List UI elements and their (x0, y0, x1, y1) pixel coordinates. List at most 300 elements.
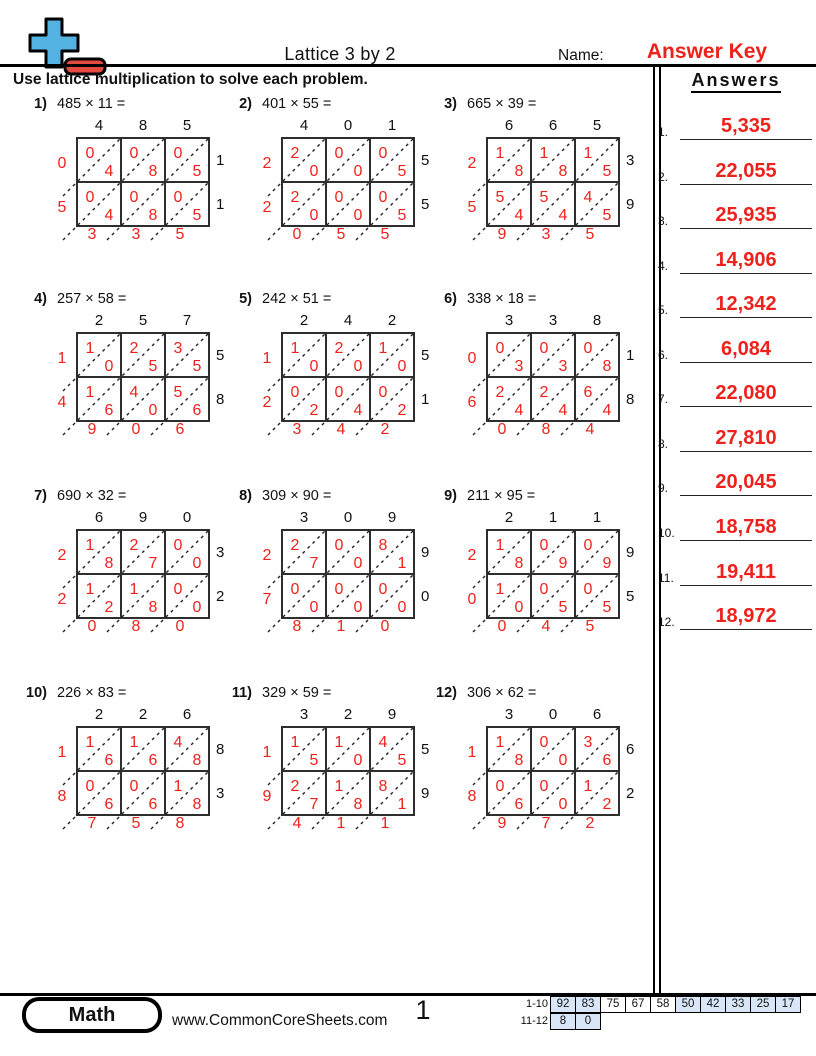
bottom-digit: 8 (541, 421, 551, 438)
cell-units-digit: 9 (558, 555, 568, 572)
top-digit: 6 (94, 509, 104, 526)
answer-value: 14,906 (680, 249, 812, 274)
cell-units-digit: 4 (104, 163, 114, 180)
score-cell: 25 (750, 996, 776, 1013)
top-digit: 9 (387, 706, 397, 723)
right-digit: 5 (421, 347, 430, 364)
diagonal-line (309, 333, 414, 435)
bottom-digit: 9 (497, 226, 507, 243)
cell-tens-digit: 0 (583, 537, 593, 554)
bottom-digit: 1 (336, 815, 346, 832)
bottom-digit: 5 (336, 226, 346, 243)
cell-tens-digit: 0 (583, 340, 593, 357)
score-table (512, 996, 801, 1030)
cell-tens-digit: 1 (85, 340, 95, 357)
top-digit: 6 (504, 117, 514, 134)
left-digit: 9 (262, 788, 272, 805)
score-cell: 50 (675, 996, 701, 1013)
cell-tens-digit: 0 (129, 778, 139, 795)
answer-key-label: Answer Key (646, 40, 768, 63)
score-cell: 17 (775, 996, 801, 1013)
top-digit: 0 (343, 509, 353, 526)
cell-units-digit: 4 (514, 207, 524, 224)
cell-units-digit: 6 (602, 752, 612, 769)
left-digit: 0 (57, 155, 67, 172)
cell-tens-digit: 1 (334, 734, 344, 751)
cell-tens-digit: 1 (129, 581, 139, 598)
problem-header (226, 96, 436, 116)
score-row (512, 1013, 801, 1030)
bottom-digit: 6 (175, 421, 185, 438)
answer-item (658, 469, 814, 496)
answer-value: 18,972 (680, 605, 812, 630)
cell-units-digit: 4 (514, 402, 524, 419)
bottom-digit: 4 (292, 815, 302, 832)
diagonal-line (63, 727, 165, 829)
cell-tens-digit: 2 (334, 340, 344, 357)
diagonal-line (309, 530, 414, 632)
cell-tens-digit: 0 (495, 778, 505, 795)
cell-tens-digit: 4 (378, 734, 388, 751)
cell-units-digit: 0 (353, 163, 363, 180)
bottom-digit: 0 (497, 421, 507, 438)
cell-units-digit: 0 (353, 358, 363, 375)
cell-tens-digit: 1 (129, 734, 139, 751)
top-digit: 1 (592, 509, 602, 526)
problem-equation: 309 × 90 = (262, 488, 332, 504)
cell-tens-digit: 0 (129, 189, 139, 206)
score-cell: 8 (550, 1013, 576, 1030)
cell-units-digit: 5 (397, 207, 407, 224)
top-digit: 5 (138, 312, 148, 329)
right-digit: 5 (216, 347, 225, 364)
cell-tens-digit: 2 (129, 537, 139, 554)
cell-units-digit: 6 (148, 752, 158, 769)
cell-units-digit: 1 (397, 555, 407, 572)
left-digit: 1 (57, 350, 67, 367)
name-label: Name: (558, 47, 604, 64)
answer-value: 6,084 (680, 338, 812, 363)
cell-tens-digit: 0 (85, 189, 95, 206)
answer-item (658, 291, 814, 318)
cell-units-digit: 5 (192, 207, 202, 224)
diagonal-line (473, 333, 575, 435)
cell-tens-digit: 1 (173, 778, 183, 795)
answer-number: 6. (658, 347, 669, 362)
cell-units-digit: 6 (514, 796, 524, 813)
page-title: Lattice 3 by 2 (284, 44, 396, 64)
cell-tens-digit: 1 (85, 537, 95, 554)
cell-units-digit: 5 (558, 599, 568, 616)
diagonal-line (473, 727, 575, 829)
cell-units-digit: 5 (397, 163, 407, 180)
top-digit: 0 (343, 117, 353, 134)
cell-tens-digit: 0 (334, 581, 344, 598)
cell-tens-digit: 3 (583, 734, 593, 751)
cell-units-digit: 4 (558, 402, 568, 419)
answer-number: 3. (658, 214, 669, 229)
cell-units-digit: 5 (602, 599, 612, 616)
cell-tens-digit: 2 (290, 537, 300, 554)
cell-tens-digit: 0 (539, 734, 549, 751)
bottom-digit: 8 (131, 618, 141, 635)
cell-tens-digit: 5 (539, 189, 549, 206)
instruction-text: Use lattice multiplication to solve each problem. (13, 71, 368, 88)
bottom-digit: 9 (87, 421, 97, 438)
problem-block (431, 685, 641, 839)
cell-units-digit: 2 (602, 796, 612, 813)
problem-block (21, 488, 231, 642)
right-digit: 3 (216, 544, 225, 561)
cell-units-digit: 4 (602, 402, 612, 419)
cell-units-digit: 0 (558, 796, 568, 813)
right-digit: 9 (421, 544, 430, 561)
cell-units-digit: 5 (309, 752, 319, 769)
right-digit: 9 (626, 544, 635, 561)
top-digit: 9 (387, 509, 397, 526)
right-digit: 1 (626, 347, 635, 364)
diagonal-line (268, 530, 370, 632)
cell-units-digit: 8 (104, 555, 114, 572)
answer-item (658, 514, 814, 541)
cell-units-digit: 8 (148, 207, 158, 224)
top-digit: 0 (182, 509, 192, 526)
bottom-digit: 7 (87, 815, 97, 832)
cell-units-digit: 3 (514, 358, 524, 375)
left-digit: 0 (467, 591, 477, 608)
top-digit: 2 (343, 706, 353, 723)
cell-tens-digit: 0 (173, 537, 183, 554)
top-digit: 0 (548, 706, 558, 723)
score-cell: 33 (725, 996, 751, 1013)
cell-units-digit: 4 (558, 207, 568, 224)
diagonal-line (104, 333, 209, 435)
right-digit: 9 (421, 785, 430, 802)
top-digit: 6 (548, 117, 558, 134)
left-digit: 5 (57, 199, 67, 216)
problem-equation: 401 × 55 = (262, 96, 332, 112)
left-digit: 1 (262, 744, 272, 761)
right-digit: 9 (626, 196, 635, 213)
problem-number: 12) (436, 685, 457, 701)
cell-tens-digit: 0 (495, 340, 505, 357)
cell-tens-digit: 1 (583, 778, 593, 795)
right-digit: 1 (216, 152, 225, 169)
bottom-digit: 2 (585, 815, 595, 832)
top-digit: 6 (182, 706, 192, 723)
problem-equation: 211 × 95 = (467, 488, 536, 504)
problem-equation: 306 × 62 = (467, 685, 537, 701)
lattice-svg (27, 311, 227, 445)
cell-units-digit: 2 (397, 402, 407, 419)
cell-units-digit: 3 (558, 358, 568, 375)
answer-number: 7. (658, 392, 669, 407)
cell-tens-digit: 0 (173, 189, 183, 206)
cell-tens-digit: 0 (129, 145, 139, 162)
answers-title: Answers (656, 70, 816, 91)
lattice-svg (437, 116, 637, 250)
problem-equation: 690 × 32 = (57, 488, 127, 504)
top-digit: 9 (138, 509, 148, 526)
problem-number: 11) (231, 685, 252, 701)
cell-units-digit: 8 (192, 752, 202, 769)
answer-number: 12. (658, 615, 675, 630)
cell-units-digit: 0 (309, 207, 319, 224)
bottom-digit: 1 (336, 618, 346, 635)
answer-number: 11. (658, 570, 674, 585)
left-digit: 4 (57, 394, 67, 411)
left-digit: 2 (262, 155, 272, 172)
problem-equation: 338 × 18 = (467, 291, 537, 307)
bottom-digit: 1 (380, 815, 390, 832)
cell-units-digit: 0 (514, 599, 524, 616)
problem-number: 3) (444, 96, 457, 112)
top-digit: 2 (299, 312, 309, 329)
right-digit: 2 (216, 588, 225, 605)
lattice-svg (27, 508, 227, 642)
diagonal-line (268, 727, 370, 829)
cell-units-digit: 0 (309, 599, 319, 616)
answer-value: 18,758 (680, 516, 812, 541)
answer-item (658, 336, 814, 363)
cell-units-digit: 7 (148, 555, 158, 572)
left-digit: 6 (467, 394, 477, 411)
score-cell: 83 (575, 996, 601, 1013)
diagonal-line (309, 138, 414, 240)
bottom-digit: 0 (175, 618, 185, 635)
problem-number: 8) (239, 488, 252, 504)
left-digit: 5 (467, 199, 477, 216)
cell-tens-digit: 0 (539, 581, 549, 598)
diagonal-line (268, 333, 370, 435)
cell-tens-digit: 5 (173, 384, 183, 401)
cell-tens-digit: 0 (173, 145, 183, 162)
answer-value: 27,810 (680, 427, 812, 452)
cell-units-digit: 0 (192, 599, 202, 616)
score-cell: 42 (700, 996, 726, 1013)
left-digit: 2 (57, 547, 67, 564)
problem-header (21, 488, 231, 508)
cell-units-digit: 0 (309, 163, 319, 180)
right-digit: 3 (216, 785, 225, 802)
bottom-digit: 5 (380, 226, 390, 243)
cell-tens-digit: 1 (85, 581, 95, 598)
left-digit: 2 (467, 547, 477, 564)
problem-number: 9) (444, 488, 457, 504)
cell-tens-digit: 0 (378, 145, 388, 162)
problem-header (21, 685, 231, 705)
cell-units-digit: 6 (104, 796, 114, 813)
problem-block (21, 685, 231, 839)
cell-tens-digit: 1 (334, 778, 344, 795)
left-digit: 2 (262, 199, 272, 216)
diagonal-line (514, 727, 619, 829)
top-digit: 4 (94, 117, 104, 134)
cell-tens-digit: 0 (334, 384, 344, 401)
bottom-digit: 0 (131, 421, 141, 438)
problem-number: 7) (34, 488, 47, 504)
left-digit: 2 (57, 591, 67, 608)
cell-tens-digit: 1 (85, 734, 95, 751)
lattice-svg (437, 705, 637, 839)
cell-tens-digit: 0 (85, 145, 95, 162)
score-row (512, 996, 801, 1013)
right-digit: 0 (421, 588, 430, 605)
problem-header (431, 96, 641, 116)
math-badge-label: Math (26, 1001, 158, 1029)
top-digit: 8 (138, 117, 148, 134)
problem-number: 10) (26, 685, 47, 701)
right-digit: 5 (421, 196, 430, 213)
problem-block (431, 96, 641, 250)
answer-item (658, 202, 814, 229)
cell-tens-digit: 8 (378, 537, 388, 554)
lattice-svg (27, 116, 227, 250)
right-digit: 2 (626, 785, 635, 802)
cell-units-digit: 0 (353, 555, 363, 572)
top-digit: 2 (504, 509, 514, 526)
cell-tens-digit: 0 (173, 581, 183, 598)
top-digit: 5 (592, 117, 602, 134)
lattice-svg (232, 508, 432, 642)
cell-units-digit: 2 (309, 402, 319, 419)
cell-units-digit: 8 (192, 796, 202, 813)
answer-item (658, 247, 814, 274)
math-badge (22, 997, 162, 1033)
lattice-svg (437, 311, 637, 445)
problem-header (21, 96, 231, 116)
cell-units-digit: 8 (514, 555, 524, 572)
cell-tens-digit: 8 (378, 778, 388, 795)
cell-tens-digit: 1 (495, 581, 505, 598)
site-url: www.CommonCoreSheets.com (172, 1012, 388, 1029)
lattice-svg (232, 311, 432, 445)
right-digit: 5 (421, 741, 430, 758)
top-digit: 3 (548, 312, 558, 329)
cell-units-digit: 8 (602, 358, 612, 375)
cell-units-digit: 5 (602, 163, 612, 180)
cell-units-digit: 4 (104, 207, 114, 224)
answer-value: 5,335 (680, 115, 812, 140)
top-digit: 3 (504, 706, 514, 723)
cell-tens-digit: 2 (290, 145, 300, 162)
problem-equation: 485 × 11 = (57, 96, 126, 112)
cell-units-digit: 4 (353, 402, 363, 419)
answer-item (658, 113, 814, 140)
diagonal-line (104, 530, 209, 632)
bottom-digit: 0 (292, 226, 302, 243)
lattice-svg (27, 705, 227, 839)
left-digit: 2 (467, 155, 477, 172)
problem-equation: 257 × 58 = (57, 291, 127, 307)
left-digit: 8 (57, 788, 67, 805)
score-cell: 58 (650, 996, 676, 1013)
cell-tens-digit: 0 (334, 145, 344, 162)
answers-panel (656, 0, 816, 993)
score-row-label: 11-12 (520, 1015, 548, 1027)
cell-units-digit: 5 (397, 752, 407, 769)
cell-units-digit: 0 (192, 555, 202, 572)
problem-header (226, 685, 436, 705)
score-cell: 92 (550, 996, 576, 1013)
top-digit: 2 (94, 312, 104, 329)
cell-units-digit: 5 (192, 358, 202, 375)
right-digit: 1 (421, 391, 430, 408)
cell-tens-digit: 0 (378, 189, 388, 206)
cell-tens-digit: 0 (290, 581, 300, 598)
cell-units-digit: 8 (148, 163, 158, 180)
right-digit: 8 (626, 391, 635, 408)
cell-units-digit: 0 (104, 358, 114, 375)
cell-tens-digit: 1 (290, 340, 300, 357)
cell-units-digit: 8 (353, 796, 363, 813)
problem-block (21, 96, 231, 250)
bottom-digit: 4 (541, 618, 551, 635)
diagonal-line (473, 138, 575, 240)
bottom-digit: 0 (497, 618, 507, 635)
score-cell: 0 (575, 1013, 601, 1030)
left-digit: 2 (262, 547, 272, 564)
bottom-digit: 7 (541, 815, 551, 832)
diagonal-line (514, 333, 619, 435)
cell-tens-digit: 5 (495, 189, 505, 206)
problem-block (226, 291, 436, 445)
bottom-digit: 3 (292, 421, 302, 438)
cell-tens-digit: 2 (495, 384, 505, 401)
answer-item (658, 603, 814, 630)
top-digit: 6 (592, 706, 602, 723)
cell-units-digit: 5 (602, 207, 612, 224)
answer-number: 9. (658, 481, 669, 496)
cell-units-digit: 0 (353, 752, 363, 769)
cell-tens-digit: 0 (85, 778, 95, 795)
score-row-label: 1-10 (525, 998, 548, 1010)
answer-number: 2. (658, 169, 669, 184)
bottom-digit: 5 (585, 226, 595, 243)
left-digit: 7 (262, 591, 272, 608)
top-digit: 4 (343, 312, 353, 329)
bottom-digit: 5 (585, 618, 595, 635)
right-digit: 6 (626, 741, 635, 758)
answer-number: 5. (658, 303, 669, 318)
answer-item (658, 559, 814, 586)
answer-value: 22,080 (680, 382, 812, 407)
cell-units-digit: 5 (192, 163, 202, 180)
left-digit: 0 (467, 350, 477, 367)
diagonal-line (63, 333, 165, 435)
right-digit: 5 (421, 152, 430, 169)
bottom-digit: 4 (336, 421, 346, 438)
bottom-digit: 4 (585, 421, 595, 438)
cell-units-digit: 0 (353, 207, 363, 224)
diagonal-line (514, 530, 619, 632)
left-digit: 1 (57, 744, 67, 761)
answer-value: 25,935 (680, 204, 812, 229)
problem-header (431, 685, 641, 705)
answer-number: 4. (658, 258, 669, 273)
answer-number: 10. (658, 525, 675, 540)
bottom-digit: 0 (87, 618, 97, 635)
top-digit: 3 (299, 706, 309, 723)
cell-tens-digit: 3 (173, 340, 183, 357)
top-digit: 1 (548, 509, 558, 526)
cell-units-digit: 0 (397, 599, 407, 616)
cell-units-digit: 0 (148, 402, 158, 419)
problem-number: 6) (444, 291, 457, 307)
answer-number: 8. (658, 436, 669, 451)
cell-tens-digit: 1 (290, 734, 300, 751)
problem-block (431, 488, 641, 642)
